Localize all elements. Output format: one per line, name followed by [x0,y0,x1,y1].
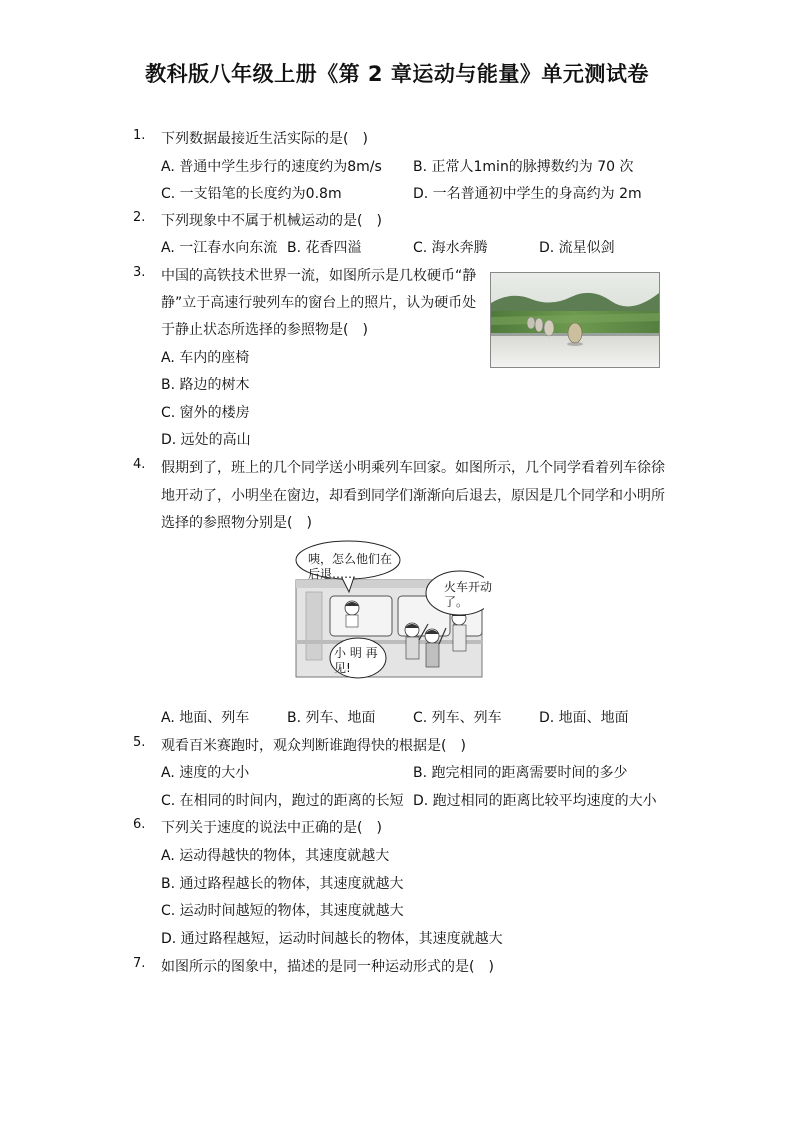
option-b: B. 列车、地面 [287,710,376,726]
question-number: 2. [133,210,146,225]
question-text: 下列关于速度的说法中正确的是( ) [161,820,382,836]
option-b: B. 正常人1min的脉搏数约为 70 次 [413,159,634,175]
option-a: A. 速度的大小 [161,765,250,781]
option-d: D. 地面、地面 [539,710,629,726]
option-a: A. 地面、列车 [161,710,250,726]
question-text-line: 选择的参照物分别是( ) [161,515,312,531]
question-text-line: 假期到了，班上的几个同学送小明乘列车回家。如图所示，几个同学看着列车徐徐 [161,460,665,476]
question-number: 3. [133,265,146,280]
option-c: C. 在相同的时间内，跑过的距离的长短 [161,793,404,809]
option-c: C. 海水奔腾 [413,240,488,256]
option-c: C. 运动时间越短的物体，其速度就越大 [161,903,404,919]
option-b: B. 路边的树木 [161,377,250,393]
question-number: 1. [133,128,146,143]
option-a: A. 一江春水向东流 [161,240,278,256]
option-a: A. 普通中学生步行的速度约为8m/s [161,159,382,175]
option-b: B. 通过路程越长的物体，其速度就越大 [161,876,404,892]
question-text-line: 于静止状态所选择的参照物是( ) [161,322,368,338]
option-b: B. 跑完相同的距离需要时间的多少 [413,765,628,781]
question-text: 下列数据最接近生活实际的是( ) [161,131,368,147]
question-text-line: 地开动了，小明坐在窗边，却看到同学们渐渐向后退去，原因是几个同学和小明所 [161,488,665,504]
speech-bubble-text: 见! [334,661,351,675]
question-text-line: 中国的高铁技术世界一流，如图所示是几枚硬币“静 [161,268,477,284]
question-text: 观看百米赛跑时，观众判断谁跑得快的根据是( ) [161,738,466,754]
option-a: A. 车内的座椅 [161,350,250,366]
question-number: 6. [133,817,146,832]
question-text: 如图所示的图象中，描述的是同一种运动形式的是( ) [161,959,494,975]
train-farewell-illustration [294,540,493,680]
speech-bubble-text: 小 明 再 [334,646,378,660]
speech-bubble-text: 火车开动 [444,580,493,594]
option-a: A. 运动得越快的物体，其速度就越大 [161,848,390,864]
question-text-line: 静”立于高速行驶列车的窗台上的照片，认为硬币处 [161,295,477,311]
question-number: 7. [133,956,146,971]
option-d: D. 一名普通初中学生的身高约为 2m [413,186,642,202]
option-b: B. 花香四溢 [287,240,362,256]
option-c: C. 一支铅笔的长度约为0.8m [161,186,342,202]
option-c: C. 列车、列车 [413,710,502,726]
option-d: D. 流星似剑 [539,240,615,256]
option-c: C. 窗外的楼房 [161,405,250,421]
option-d: D. 远处的高山 [161,432,251,448]
question-text: 下列现象中不属于机械运动的是( ) [161,213,382,229]
page-title: 教科版八年级上册《第 2 章运动与能量》单元测试卷 [145,62,649,86]
speech-bubble-text: 了。 [444,595,469,609]
question-number: 4. [133,457,146,472]
speech-bubble-text: 后退…… [308,567,357,581]
question-number: 5. [133,735,146,750]
option-d: D. 跑过相同的距离比较平均速度的大小 [413,793,657,809]
train-window-coins-photo [490,272,660,368]
speech-bubble-text: 咦，怎么他们在 [308,552,393,566]
option-d: D. 通过路程越短，运动时间越长的物体，其速度就越大 [161,931,503,947]
